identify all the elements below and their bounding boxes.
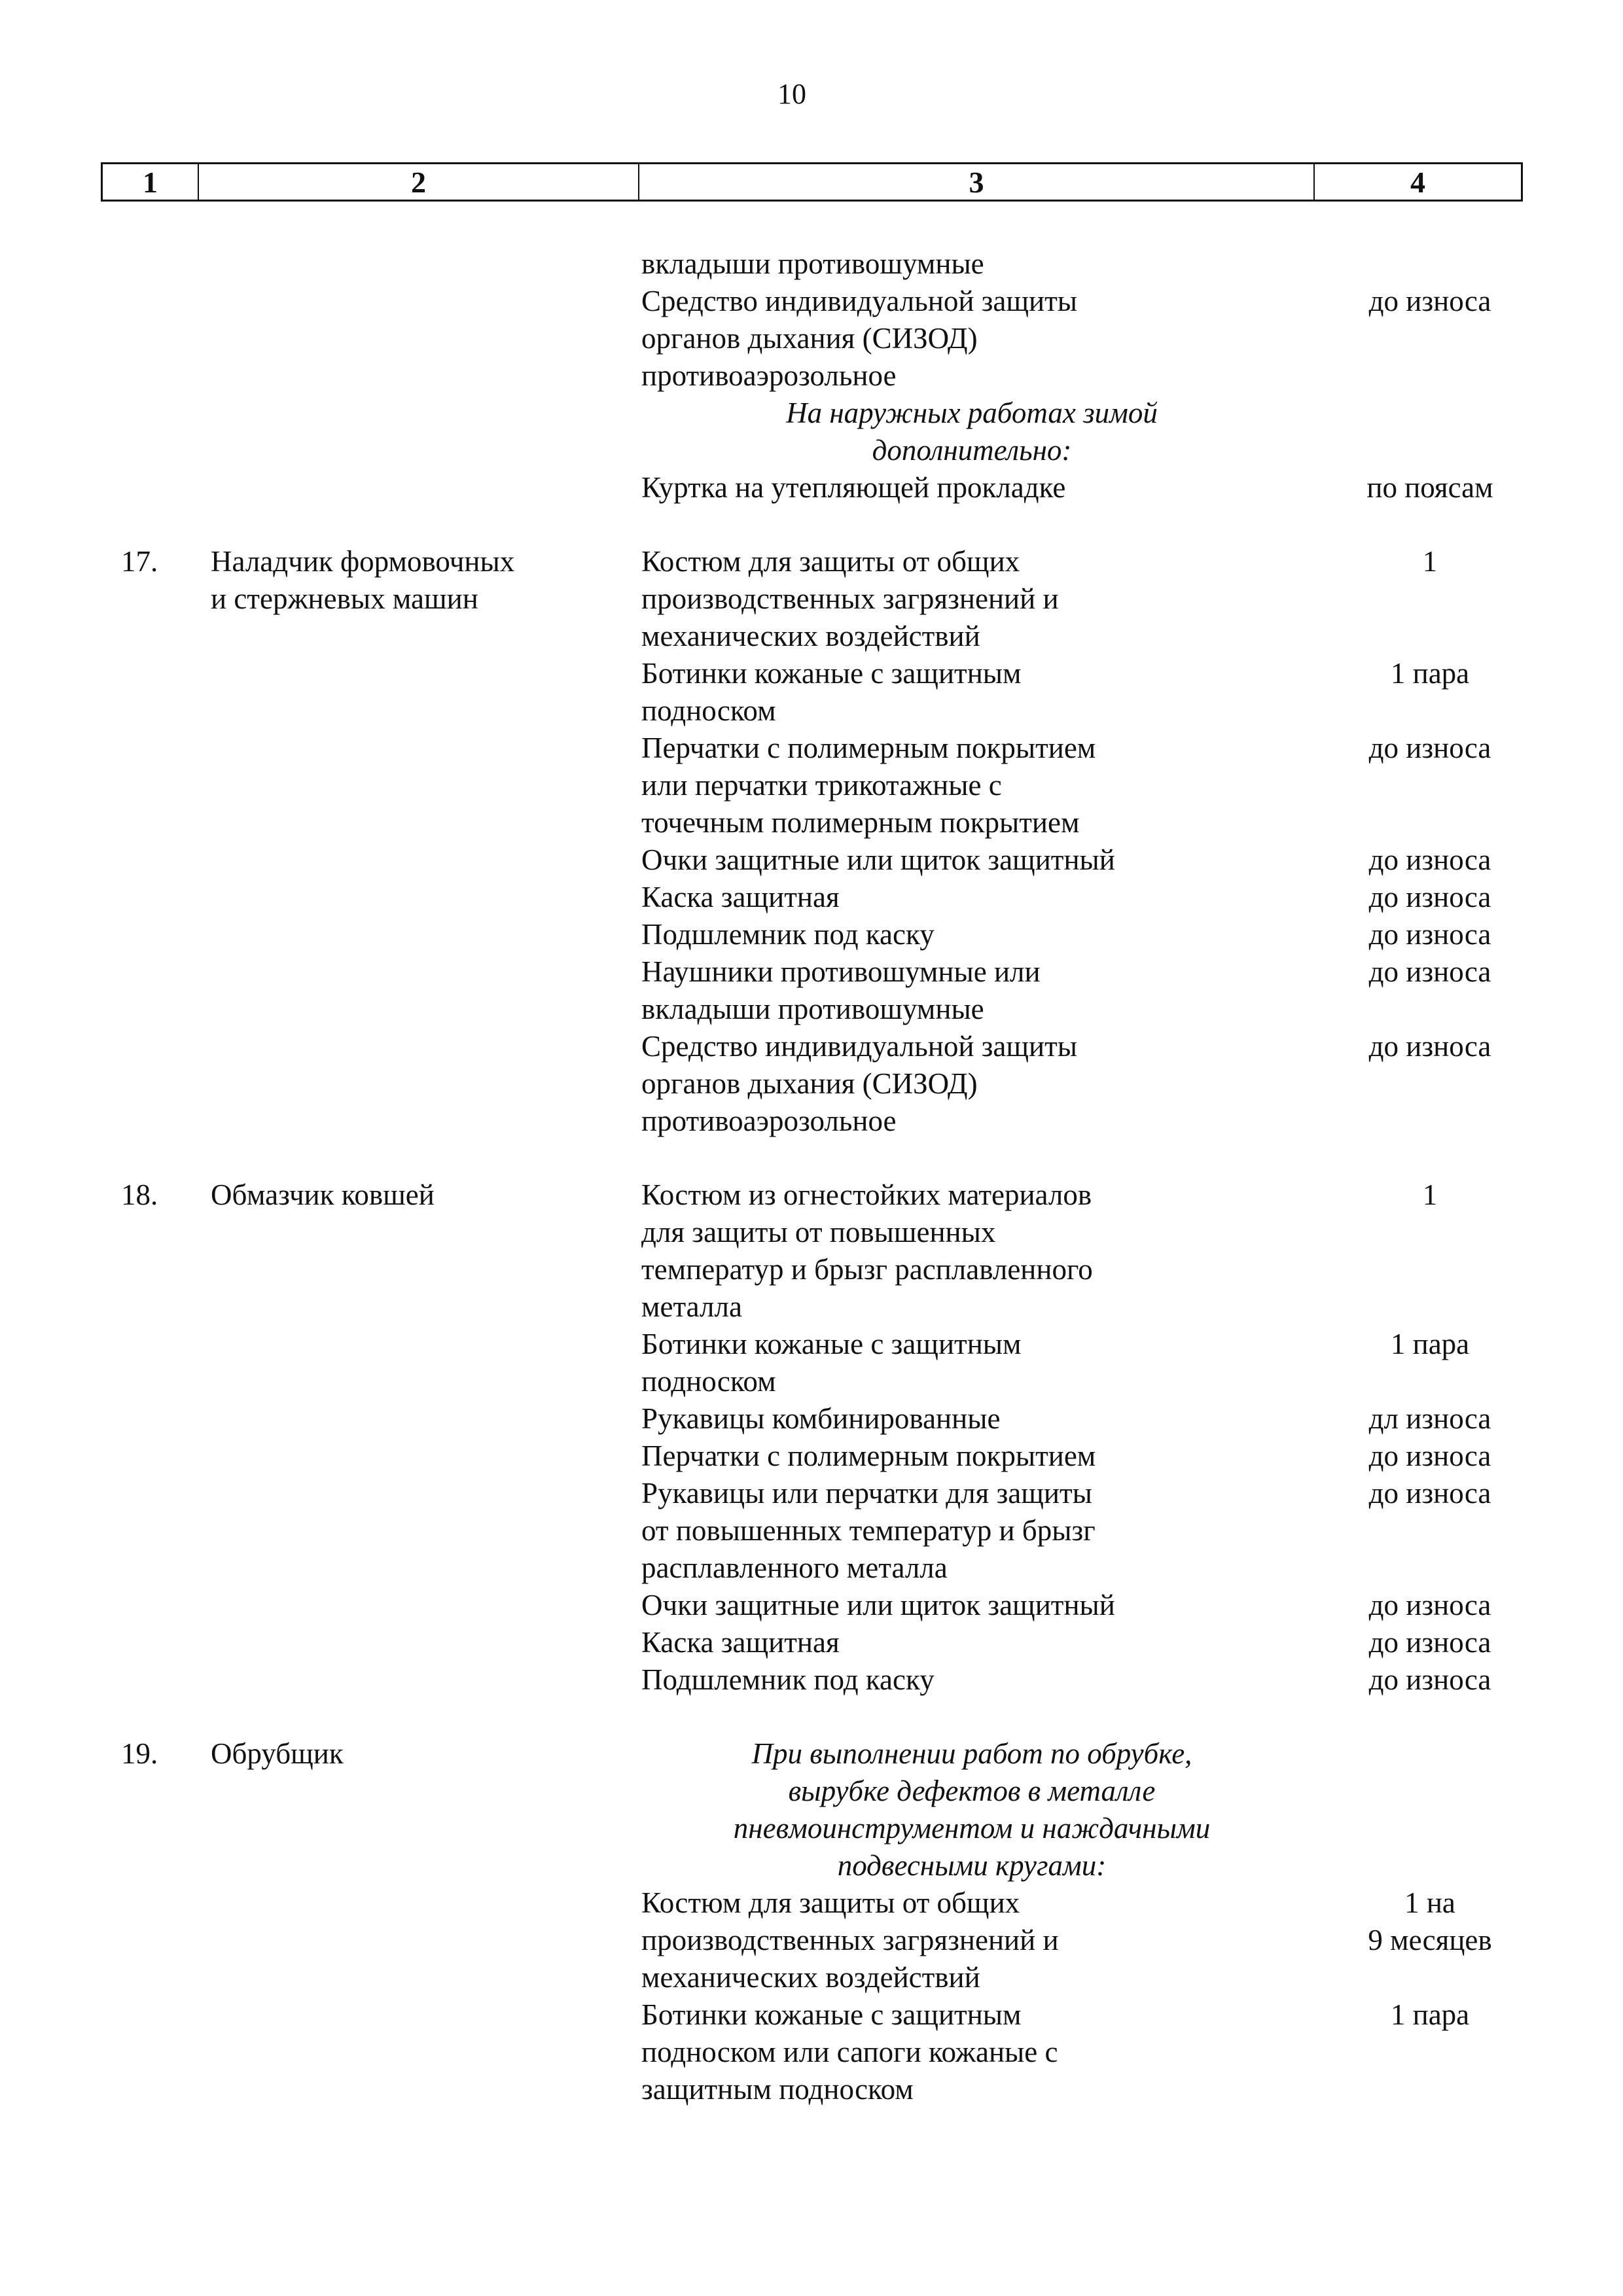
table-row: [0, 1884, 1623, 1922]
table-row: [0, 357, 1623, 395]
qty-text: 1: [1422, 545, 1438, 578]
header-col-1: 1: [143, 165, 158, 199]
table-body: [0, 245, 1623, 2108]
entry-number: 19.: [121, 1737, 158, 1770]
item-text: Наушники противошумные или: [641, 955, 1041, 988]
italic-note: пневмоинструментом и наждачными: [733, 1812, 1211, 1845]
table-row: [0, 1959, 1623, 1996]
table-row: [0, 1996, 1623, 2034]
qty-text: 1 пара: [1390, 1998, 1470, 2031]
qty-text: до износа: [1368, 1663, 1491, 1696]
item-text: Очки защитные или щиток защитный: [641, 1589, 1115, 1621]
table-row: [0, 1661, 1623, 1699]
job-title: и стержневых машин: [211, 582, 478, 615]
item-text: Ботинки кожаные с защитным: [641, 1328, 1022, 1360]
item-text: подноском: [641, 694, 776, 727]
qty-text: до износа: [1368, 1030, 1491, 1063]
table-row: [0, 283, 1623, 320]
qty-text: 1: [1422, 1178, 1438, 1211]
item-text: Рукавицы или перчатки для защиты: [641, 1477, 1092, 1510]
table-row: [0, 730, 1623, 767]
italic-note: При выполнении работ по обрубке,: [751, 1737, 1192, 1770]
item-text: производственных загрязнений и: [641, 1924, 1059, 1956]
job-title: Обмазчик ковшей: [211, 1178, 435, 1211]
qty-text: до износа: [1368, 1439, 1491, 1472]
item-text: Ботинки кожаные с защитным: [641, 1998, 1022, 2031]
table-row: [0, 916, 1623, 953]
qty-text: 1 на: [1404, 1886, 1455, 1919]
item-text: Ботинки кожаные с защитным: [641, 657, 1022, 690]
qty-text: до износа: [1368, 1589, 1491, 1621]
table-row: [0, 1438, 1623, 1475]
table-row: [0, 1922, 1623, 1959]
table-row: [0, 1214, 1623, 1251]
header-col-2: 2: [198, 164, 638, 200]
page-number: 10: [777, 78, 806, 110]
item-text: Костюм из огнестойких материалов: [641, 1178, 1092, 1211]
table-row: [0, 1363, 1623, 1400]
table-row: [0, 543, 1623, 580]
item-text: механических воздействий: [641, 620, 980, 652]
note-row: [0, 1847, 1623, 1884]
table-row: [0, 1735, 1623, 1773]
item-text: Каска защитная: [641, 881, 840, 913]
item-text: механических воздействий: [641, 1961, 980, 1994]
item-text: вкладыши противошумные: [641, 993, 984, 1025]
row-gap: [0, 1699, 1623, 1735]
item-text: Каска защитная: [641, 1626, 840, 1659]
qty-text: до износа: [1368, 918, 1491, 951]
qty-text: по поясам: [1366, 471, 1493, 504]
item-text: вкладыши противошумные: [641, 247, 984, 280]
header-col-4: 4: [1313, 164, 1521, 200]
table-row: [0, 2071, 1623, 2108]
item-text: Очки защитные или щиток защитный: [641, 843, 1115, 876]
item-text: Перчатки с полимерным покрытием: [641, 1439, 1096, 1472]
qty-text: 1 пара: [1390, 657, 1470, 690]
job-title: Наладчик формовочных: [211, 545, 515, 578]
entry-number: 18.: [121, 1178, 158, 1211]
note-row: [0, 1773, 1623, 1810]
table-row: [0, 953, 1623, 991]
job-title: Обрубщик: [211, 1737, 344, 1770]
table-header: [101, 162, 1523, 202]
qty-text: 1 пара: [1390, 1328, 1470, 1360]
italic-note: подвесными кругами:: [837, 1849, 1107, 1882]
item-text: органов дыхания (СИЗОД): [641, 322, 978, 355]
item-text: противоаэрозольное: [641, 1104, 897, 1137]
note-row: [0, 395, 1623, 432]
qty-text: 9 месяцев: [1368, 1924, 1492, 1956]
item-text: для защиты от повышенных: [641, 1216, 996, 1248]
table-row: [0, 1288, 1623, 1326]
table-row: [0, 1549, 1623, 1587]
qty-text: дл износа: [1368, 1402, 1491, 1435]
table-row: [0, 879, 1623, 916]
item-text: от повышенных температур и брызг: [641, 1514, 1096, 1547]
item-text: органов дыхания (СИЗОД): [641, 1067, 978, 1100]
table-row: [0, 1587, 1623, 1624]
table-row: [0, 1251, 1623, 1288]
table-row: [0, 2034, 1623, 2071]
note-row: [0, 1810, 1623, 1847]
item-text: Куртка на утепляющей прокладке: [641, 471, 1066, 504]
item-text: расплавленного металла: [641, 1551, 948, 1584]
table-row: [0, 469, 1623, 506]
qty-text: до износа: [1368, 843, 1491, 876]
note-row: [0, 432, 1623, 469]
qty-text: до износа: [1368, 732, 1491, 764]
item-text: или перчатки трикотажные с: [641, 769, 1002, 802]
table-row: [0, 618, 1623, 655]
item-text: Подшлемник под каску: [641, 1663, 935, 1696]
table-row: [0, 1475, 1623, 1512]
row-gap: [0, 506, 1623, 543]
table-row: [0, 692, 1623, 730]
qty-text: до износа: [1368, 881, 1491, 913]
italic-note: На наружных работах зимой: [786, 397, 1158, 429]
table-row: [0, 1326, 1623, 1363]
qty-text: до износа: [1368, 1477, 1491, 1510]
item-text: Средство индивидуальной защиты: [641, 1030, 1078, 1063]
item-text: металла: [641, 1290, 742, 1323]
table-row: [0, 245, 1623, 283]
table-row: [0, 580, 1623, 618]
table-row: [0, 1400, 1623, 1438]
table-row: [0, 320, 1623, 357]
qty-text: до износа: [1368, 285, 1491, 317]
italic-note: дополнительно:: [872, 434, 1072, 467]
item-text: подноском или сапоги кожаные с: [641, 2036, 1058, 2068]
item-text: защитным подноском: [641, 2073, 914, 2106]
item-text: Перчатки с полимерным покрытием: [641, 732, 1096, 764]
table-row: [0, 841, 1623, 879]
header-col-3: 3: [638, 164, 1313, 200]
item-text: производственных загрязнений и: [641, 582, 1059, 615]
item-text: Средство индивидуальной защиты: [641, 285, 1078, 317]
table-row: [0, 1065, 1623, 1103]
table-row: [0, 767, 1623, 804]
item-text: Костюм для защиты от общих: [641, 545, 1020, 578]
item-text: противоаэрозольное: [641, 359, 897, 392]
item-text: Костюм для защиты от общих: [641, 1886, 1020, 1919]
table-row: [0, 655, 1623, 692]
item-text: точечным полимерным покрытием: [641, 806, 1080, 839]
row-gap: [0, 1140, 1623, 1176]
table-row: [0, 1176, 1623, 1214]
table-row: [0, 1028, 1623, 1065]
italic-note: вырубке дефектов в металле: [788, 1775, 1156, 1807]
table-row: [0, 1624, 1623, 1661]
qty-text: до износа: [1368, 1626, 1491, 1659]
item-text: Подшлемник под каску: [641, 918, 935, 951]
table-row: [0, 991, 1623, 1028]
table-row: [0, 1512, 1623, 1549]
entry-number: 17.: [121, 545, 158, 578]
item-text: температур и брызг расплавленного: [641, 1253, 1093, 1286]
table-row: [0, 1103, 1623, 1140]
qty-text: до износа: [1368, 955, 1491, 988]
table-row: [0, 804, 1623, 841]
item-text: Рукавицы комбинированные: [641, 1402, 1001, 1435]
item-text: подноском: [641, 1365, 776, 1398]
